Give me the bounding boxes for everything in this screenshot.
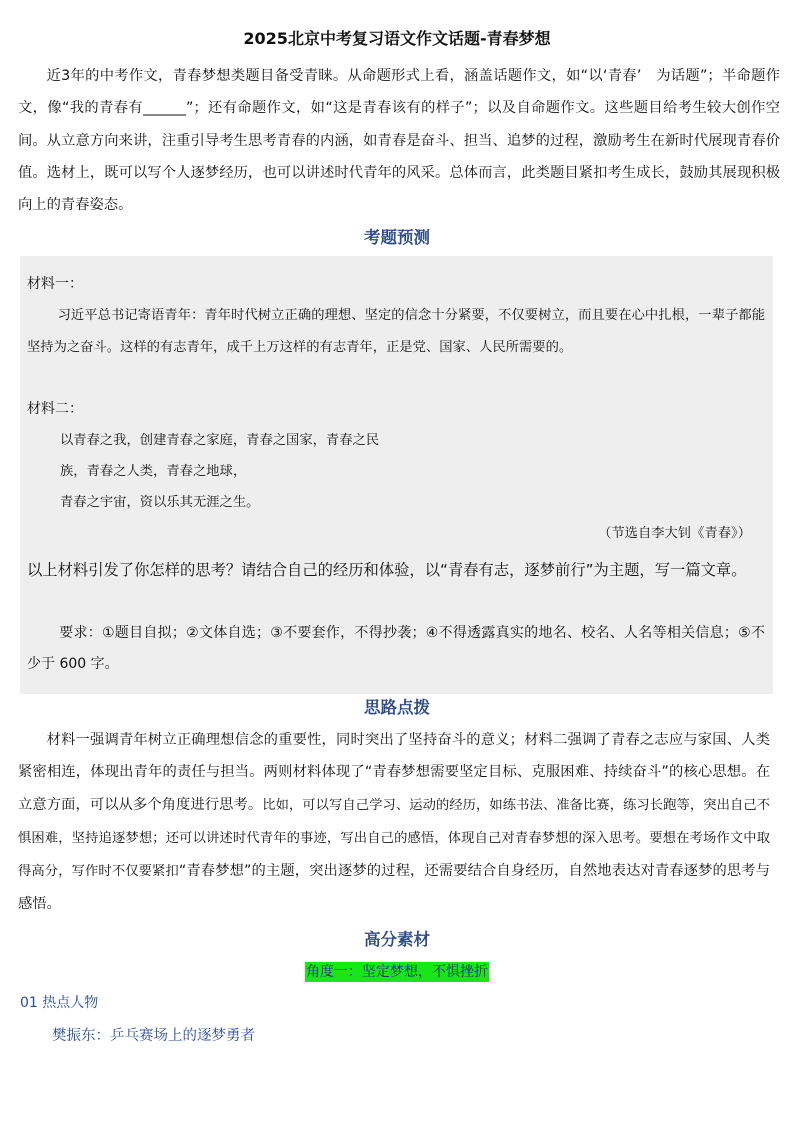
hot-figure-label: 01 热点人物 [20, 995, 99, 1011]
angle-heading: 角度一：坚定梦想，不惧挫折 [306, 964, 488, 980]
essay-requirements: 要求：①题目自拟；②文体自选；③不要套作，不得抄袭；④不得透露真实的地名、校名、人名等相关信息；⑤不少于 600 字。 [27, 625, 765, 672]
essay-prompt: 以上材料引发了你怎样的思考？请结合自己的经历和体验，以“青春有志，逐梦前行”为主题，写一篇文章。 [27, 561, 747, 579]
poem-source: （节选自李大钊《青春》） [598, 526, 751, 541]
prediction-box [20, 256, 773, 694]
angle-heading-wrap [0, 961, 794, 982]
analysis-text-part: 材料一强调青年树立正确理想信念的重要性，同时突出了坚持奋斗的意义；材料二强调了青春之志应与家国、人类紧密相连，体现出青年的责任与担当。两则材料体现了“青春梦想需要坚定目标、克服困难、持续奋斗”的核心思想。在立意方面，可以从多个角度进行思考。 [18, 732, 770, 813]
analysis-text-part: 比如，可以写自己学习、运动的经历，如练书法、准备比赛，练习长跑等，突出自己不惧困难，坚持追逐梦想；还可以讲述时代青年的事迹，写出自己的感悟，体现自己对青春梦想的深入思考。要想在考场作文中取得高分，写作时不仅要紧扣 [18, 797, 770, 880]
analysis-paragraph [18, 724, 770, 921]
material-one-text: 习近平总书记寄语青年：青年时代树立正确的理想、坚定的信念十分紧要，不仅要树立，而且要在心中扎根，一辈子都能坚持为之奋斗。这样的有志青年，成千上万这样的有志青年，正是党、国家、人民所需要的。 [27, 308, 765, 356]
poem-line: 族，青春之人类，青春之地球， [60, 464, 247, 479]
document-title: 2025北京中考复习语文作文话题-青春梦想 [243, 29, 551, 48]
analysis-text-part: “青春梦想”的主题，突出逐梦的过程，还需要结合自身经历，自然地表达对青春逐梦的思考与感悟。 [18, 863, 771, 913]
poem-line: 青春之宇宙，资以乐其无涯之生。 [60, 495, 260, 510]
person-title: 樊振东：乒乓赛场上的逐梦勇者 [52, 1028, 255, 1044]
intro-paragraph: 近3年的中考作文，青春梦想类题目备受青睐。从命题形式上看，涵盖话题作文，如“以‘青春’ 为话题”；半命题作文，像“我的青春有______”；还有命题作文，如“这是青春该有的样子”；以及自命题作文。这些题目给考生较大创作空间。从立意方向来讲，注重引导考生思考青春的内涵，如青春是奋斗、担当、追梦的过程，激励考生在新时代展现青春价值。选材上，既可以写个人逐梦经历，也可以讲述时代青年的风采。总体而言，此类题目紧扣考生成长，鼓励其展现积极向上的青春姿态。 [18, 68, 780, 214]
material-one-label: 材料一： [27, 276, 83, 292]
section-heading-materials: 高分素材 [364, 930, 430, 949]
material-two-label: 材料二： [27, 401, 83, 417]
poem-line: 以青春之我，创建青春之家庭，青春之国家，青春之民 [60, 433, 380, 448]
section-heading-prediction: 考题预测 [364, 228, 430, 247]
section-heading-analysis: 思路点拨 [364, 698, 430, 717]
